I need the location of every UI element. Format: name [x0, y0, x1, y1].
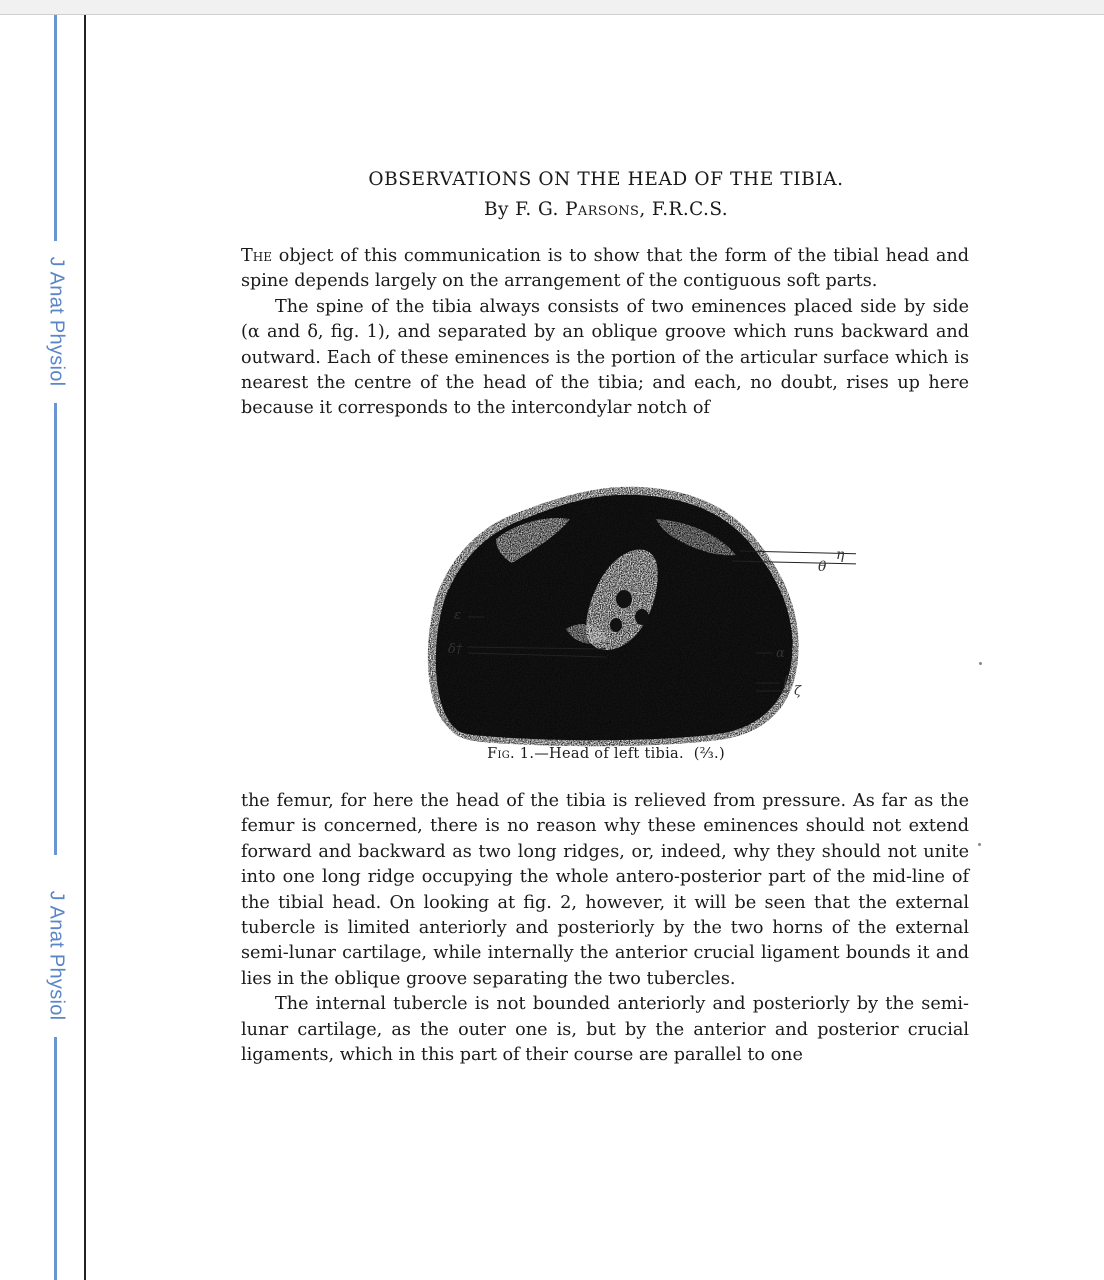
body-text-upper: [241, 244, 969, 422]
paragraph-intro: The object of this communication is to show that the form of the tibial head and spine depends largely on the arrangement of the contiguous soft parts.: [241, 246, 969, 292]
figure-caption: Fig. 1.—Head of left tibia. (⅔.): [487, 746, 725, 762]
scan-speck: [978, 843, 981, 846]
label-beta: β: [784, 674, 792, 689]
spine-pit: [635, 609, 649, 625]
tibia-head-figure: [356, 479, 856, 749]
article-byline: By F. G. Parsons, F.R.C.S.: [483, 199, 729, 220]
sidebar-line-segment: [54, 15, 57, 241]
spine-pit: [616, 590, 632, 608]
label-delta: δ†: [448, 642, 463, 657]
journal-sidebar: [0, 15, 86, 1280]
spine-pit: [610, 618, 622, 632]
label-epsilon: ε: [454, 608, 461, 623]
paragraph-spine: The spine of the tibia always consists of two eminences placed side by side (α and δ, fig. 1), and separated by an oblique groove which runs backward and outward. Each of these eminences is the portion of the articular surface which is nearest the centre of the head of the tibia; and each, no doubt, rises up here because it corresponds to the intercondylar notch of: [241, 296, 969, 419]
label-alpha: α: [776, 646, 785, 661]
label-theta: θ: [818, 559, 827, 575]
sidebar-line-segment: [54, 1037, 57, 1280]
sidebar-journal-label[interactable]: J Anat Physiol: [45, 256, 68, 386]
viewer-top-toolbar: [0, 0, 1104, 15]
label-zeta: ζ: [794, 684, 802, 699]
author-surname: Parsons: [565, 199, 640, 220]
label-eta: η: [836, 547, 845, 563]
scan-speck: [979, 662, 982, 665]
article-title: OBSERVATIONS ON THE HEAD OF THE TIBIA.: [368, 169, 844, 190]
body-text-lower: [241, 789, 969, 1068]
document-page: [86, 15, 1104, 1280]
drop-lead: The: [241, 246, 272, 266]
sidebar-line-segment: [54, 403, 57, 855]
paragraph-femur: the femur, for here the head of the tibia is relieved from pressure. As far as the femur is concerned, there is no reason why these eminences should not extend forward and backward as two long ridges, or, indeed, why they should not unite into one long ridge occupying the whole antero-posterior part of the mid-line of the tibial head. On looking at fig. 2, however, it will be seen that the external tubercle is limited anteriorly and posteriorly by the two horns of the external semi-lunar cartilage, while internally the anterior crucial ligament bounds it and lies in the oblique groove separating the two tubercles.: [241, 791, 969, 989]
sidebar-journal-label[interactable]: J Anat Physiol: [45, 890, 68, 1020]
paragraph-internal-tubercle: The internal tubercle is not bounded anteriorly and posteriorly by the semi-lunar cartilage, as the outer one is, but by the anterior and posterior crucial ligaments, which in this part of their course are parallel to one: [241, 994, 969, 1066]
